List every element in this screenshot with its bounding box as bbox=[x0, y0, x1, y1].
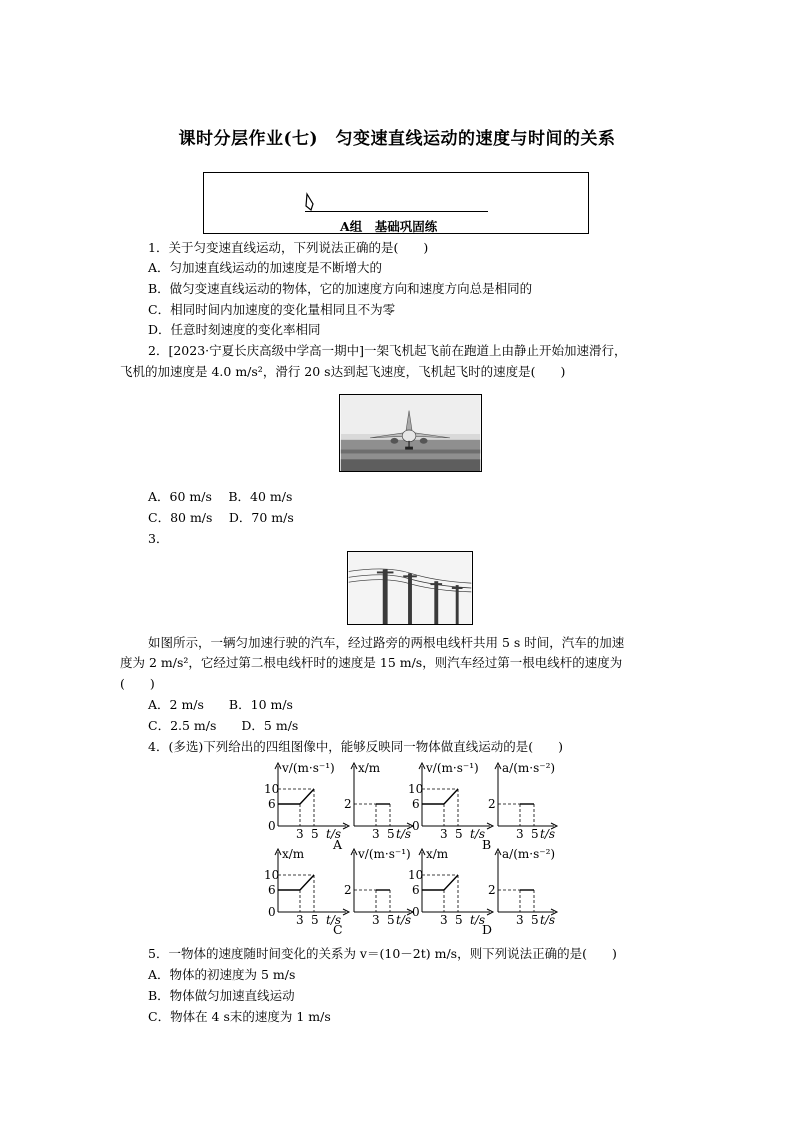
graph-xlabel: t/s bbox=[396, 913, 412, 927]
graph-xlabel: t/s bbox=[470, 913, 486, 927]
graph-tick-6: 6 bbox=[412, 883, 420, 897]
q3-stem-2: 度为 2 m/s²，它经过第二根电线杆时的速度是 15 m/s，则汽车经过第一根电线杆的速度为 bbox=[120, 655, 623, 670]
q4-label-c: C bbox=[333, 922, 343, 937]
graph-tick-6: 6 bbox=[412, 797, 420, 811]
graph-tick-6: 6 bbox=[268, 797, 276, 811]
q2-stem-2: 飞机的加速度是 4.0 m/s²，滑行 20 s达到起飞速度，飞机起飞时的速度是( ) bbox=[120, 364, 566, 379]
graph-xlabel: t/s bbox=[540, 913, 556, 927]
q1-option-b: B．做匀变速直线运动的物体，它的加速度方向和速度方向总是相同的 bbox=[148, 281, 533, 296]
graph-tick-5: 5 bbox=[311, 913, 319, 927]
graph-tick-5: 5 bbox=[387, 913, 395, 927]
graph-xlabel: t/s bbox=[540, 827, 556, 841]
graph-tick-2: 2 bbox=[344, 883, 352, 897]
q1-option-d: D．任意时刻速度的变化率相同 bbox=[148, 322, 321, 337]
graph-tick-2: 2 bbox=[488, 883, 496, 897]
graph-origin: 0 bbox=[268, 819, 276, 833]
graph-tick-5: 5 bbox=[455, 827, 463, 841]
q4-label-a: A bbox=[333, 837, 343, 852]
graph-tick-3: 3 bbox=[440, 827, 448, 841]
graph-tick-2: 2 bbox=[488, 797, 496, 811]
q5-option-a: A．物体的初速度为 5 m/s bbox=[148, 967, 296, 982]
q1-option-c: C．相同时间内加速度的变化量相同且不为零 bbox=[148, 302, 396, 317]
graph-tick-10: 10 bbox=[264, 782, 280, 796]
graph-tick-3: 3 bbox=[516, 827, 524, 841]
graph-tick-5: 5 bbox=[311, 827, 319, 841]
graph-origin: 0 bbox=[268, 905, 276, 919]
graph-origin: 0 bbox=[412, 819, 420, 833]
graph-ylabel: a/(m·s⁻²) bbox=[502, 761, 556, 775]
page-title: 课时分层作业(七) 匀变速直线运动的速度与时间的关系 bbox=[178, 129, 616, 149]
q4-stem: 4．(多选)下列给出的四组图像中，能够反映同一物体做直线运动的是( ) bbox=[148, 739, 563, 754]
graph-tick-10: 10 bbox=[408, 782, 424, 796]
pen-icon bbox=[303, 192, 317, 212]
graph-tick-3: 3 bbox=[516, 913, 524, 927]
graph-origin: 0 bbox=[412, 905, 420, 919]
graph-xlabel: t/s bbox=[326, 827, 342, 841]
graph-tick-2: 2 bbox=[344, 797, 352, 811]
q2-options-ab: A．60 m/s B．40 m/s bbox=[148, 489, 293, 504]
q3-options-cd: C．2.5 m/s D．5 m/s bbox=[148, 718, 299, 733]
graph-ylabel: v/(m·s⁻¹) bbox=[282, 761, 335, 775]
q3-number: 3． bbox=[148, 531, 169, 546]
graph-ylabel: x/m bbox=[426, 847, 449, 861]
q4-label-d: D bbox=[482, 922, 493, 937]
graph-tick-5: 5 bbox=[531, 827, 539, 841]
q5-option-b: B．物体做匀加速直线运动 bbox=[148, 988, 295, 1003]
q2-options-cd: C．80 m/s D．70 m/s bbox=[148, 510, 294, 525]
graph-ylabel: a/(m·s⁻²) bbox=[502, 847, 556, 861]
graph-tick-6: 6 bbox=[268, 883, 276, 897]
q3-options-ab: A．2 m/s B．10 m/s bbox=[148, 697, 293, 712]
q4-graph-d-right bbox=[482, 846, 562, 927]
graph-tick-3: 3 bbox=[296, 913, 304, 927]
graph-ylabel: v/(m·s⁻¹) bbox=[426, 761, 479, 775]
graph-tick-5: 5 bbox=[531, 913, 539, 927]
graph-xlabel: t/s bbox=[396, 827, 412, 841]
graph-tick-5: 5 bbox=[455, 913, 463, 927]
graph-xlabel: t/s bbox=[326, 913, 342, 927]
graph-ylabel: x/m bbox=[358, 761, 381, 775]
graph-tick-10: 10 bbox=[264, 868, 280, 882]
q1-stem: 1．关于匀变速直线运动，下列说法正确的是( ) bbox=[148, 240, 429, 255]
graph-tick-5: 5 bbox=[387, 827, 395, 841]
graph-tick-10: 10 bbox=[408, 868, 424, 882]
graph-tick-3: 3 bbox=[440, 913, 448, 927]
power-poles-photo bbox=[347, 551, 473, 625]
graph-ylabel: x/m bbox=[282, 847, 305, 861]
q2-stem-1: 2．[2023·宁夏长庆高级中学高一期中]一架飞机起飞前在跑道上由静止开始加速滑行， bbox=[148, 343, 627, 358]
q4-graph-b-right bbox=[482, 760, 562, 841]
q5-stem: 5．一物体的速度随时间变化的关系为 v＝(10－2t) m/s，则下列说法正确的是( ) bbox=[148, 946, 617, 961]
q4-label-b: B bbox=[482, 837, 492, 852]
airplane-photo bbox=[339, 394, 482, 472]
graph-xlabel: t/s bbox=[470, 827, 486, 841]
q1-option-a: A．匀加速直线运动的加速度是不断增大的 bbox=[148, 260, 383, 275]
graph-tick-3: 3 bbox=[296, 827, 304, 841]
graph-tick-3: 3 bbox=[372, 827, 380, 841]
section-title: A组 基础巩固练 bbox=[340, 219, 438, 234]
section-rule bbox=[305, 211, 488, 212]
q3-stem-1: 如图所示，一辆匀加速行驶的汽车，经过路旁的两根电线杆共用 5 s 时间，汽车的加速 bbox=[148, 635, 625, 650]
q3-stem-3: ( ) bbox=[120, 676, 155, 691]
graph-ylabel: v/(m·s⁻¹) bbox=[358, 847, 411, 861]
graph-tick-3: 3 bbox=[372, 913, 380, 927]
q5-option-c: C．物体在 4 s末的速度为 1 m/s bbox=[148, 1009, 331, 1024]
